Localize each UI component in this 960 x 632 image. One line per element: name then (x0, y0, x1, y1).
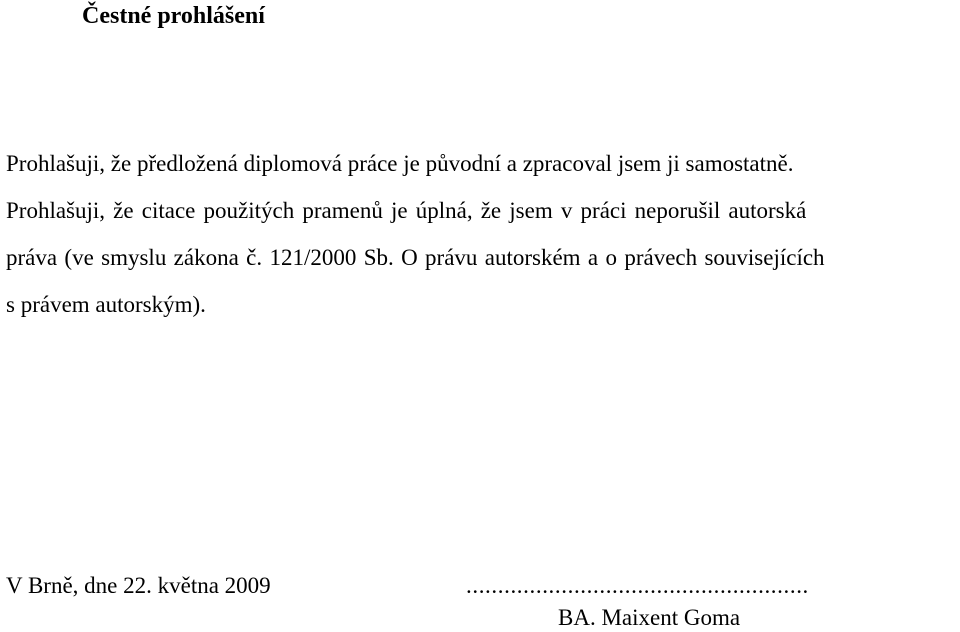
signature-line: ...................................................... (466, 573, 809, 598)
declaration-line-2: Prohlašuji, že citace použitých pramenů je úplná, že jsem v práci neporušil autorská (6, 198, 807, 223)
signature-name: BA. Maixent Goma (558, 605, 741, 630)
place-and-date: V Brně, dne 22. května 2009 (6, 573, 271, 598)
declaration-line-1: Prohlašuji, že předložená diplomová práce je původní a zpracoval jsem ji samostatně. (6, 151, 794, 176)
declaration-line-3: práva (ve smyslu zákona č. 121/2000 Sb. O právu autorském a o právech souvisejících (6, 245, 825, 270)
declaration-line-4: s právem autorským). (6, 292, 206, 317)
page-title: Čestné prohlášení (82, 3, 265, 29)
